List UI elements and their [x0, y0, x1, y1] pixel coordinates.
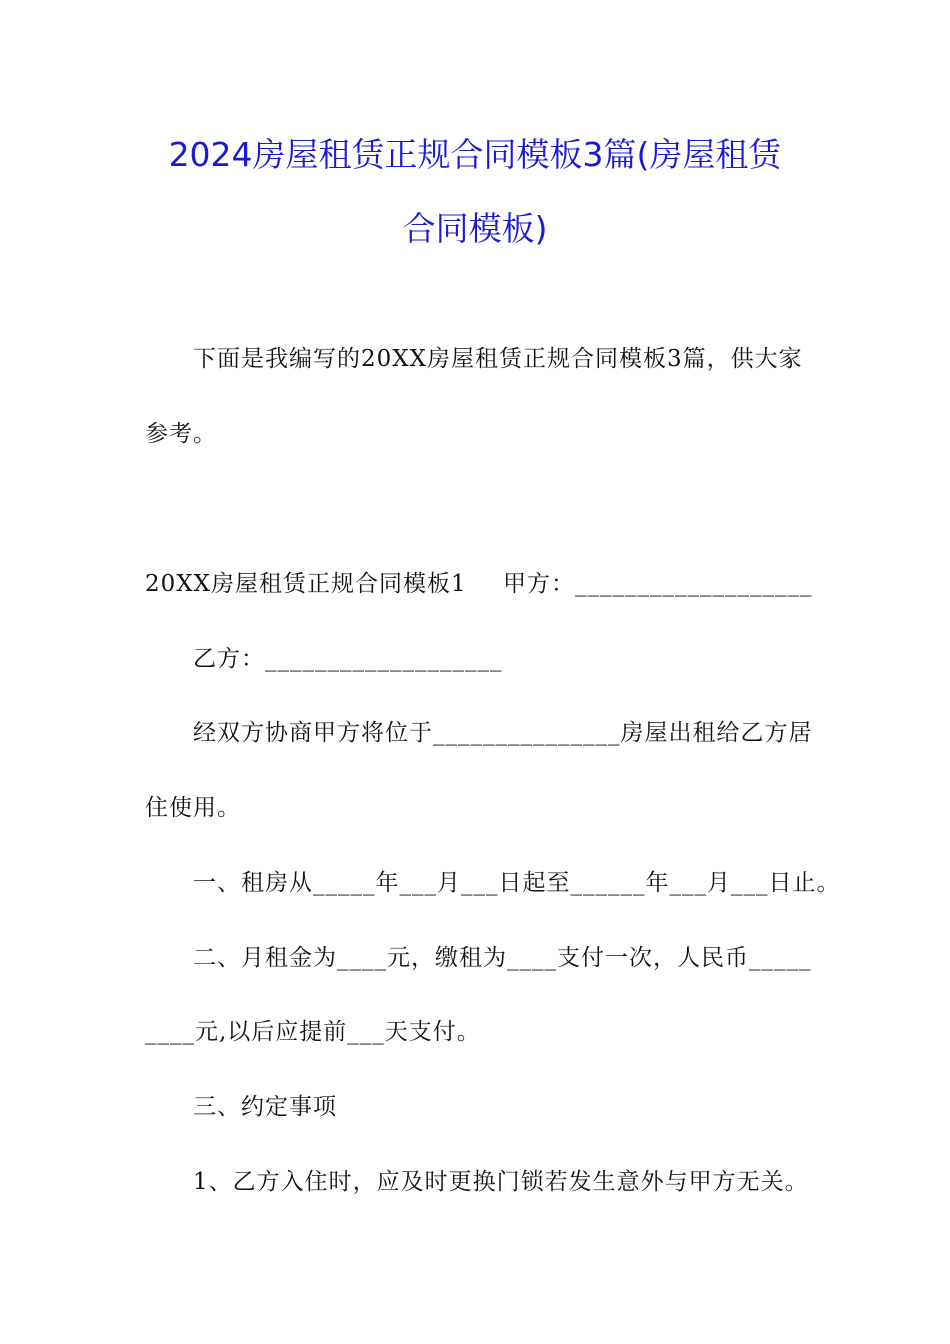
clause-3-heading: 三、约定事项	[193, 1094, 337, 1120]
party-a-line: 甲方：___________________	[503, 571, 813, 597]
clause-2-line-2: ____元,以后应提前___天支付。	[145, 1019, 481, 1045]
document-title-line-1: 2024房屋租赁正规合同模板3篇(房屋租赁	[168, 135, 782, 174]
document-title-line-2: 合同模板)	[402, 209, 548, 248]
intro-line-1: 下面是我编写的20XX房屋租赁正规合同模板3篇，供大家	[193, 346, 803, 372]
item-1-line: 1、乙方入住时，应及时更换门锁若发生意外与甲方无关。	[193, 1169, 809, 1195]
clause-1-rental-period: 一、租房从_____年___月___日起至______年___月___日止。	[193, 870, 841, 896]
location-line-2: 住使用。	[145, 795, 241, 821]
location-line-1: 经双方协商甲方将位于_______________房屋出租给乙方居	[193, 720, 813, 746]
party-b-line: 乙方：___________________	[193, 646, 503, 672]
clause-2-line-1: 二、月租金为____元，缴租为____支付一次，人民币_____	[193, 945, 812, 971]
section-heading: 20XX房屋租赁正规合同模板1	[145, 571, 467, 597]
intro-line-2: 参考。	[145, 421, 217, 447]
